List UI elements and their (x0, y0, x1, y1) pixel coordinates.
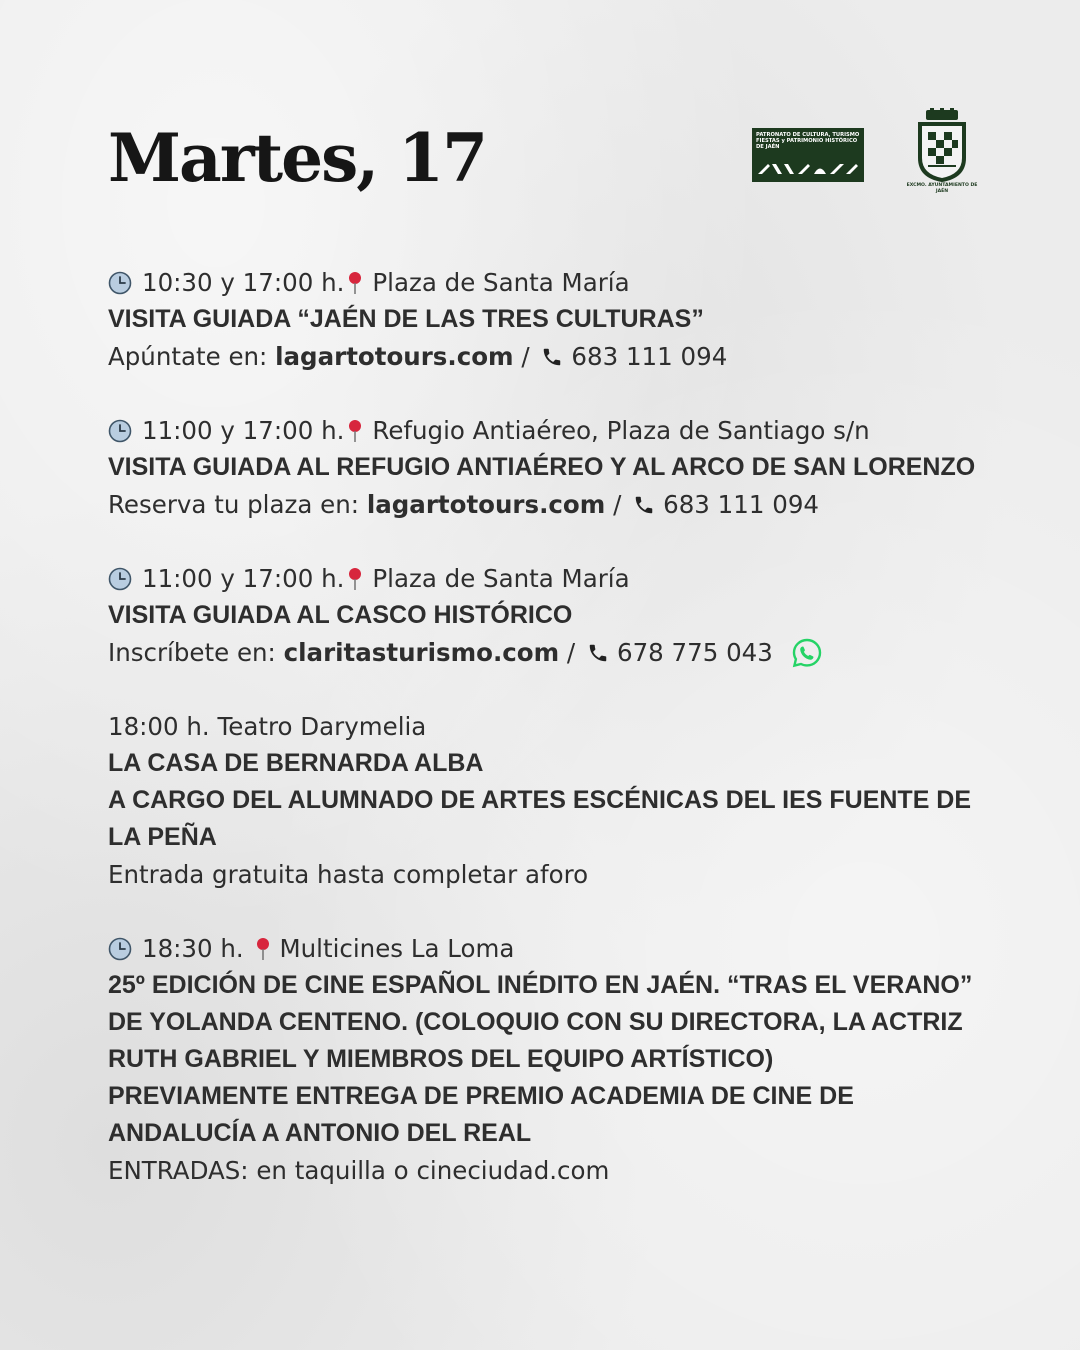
event-heading: VISITA GUIADA AL CASCO HISTÓRICO (108, 601, 573, 629)
info-separator: / (605, 490, 630, 519)
event-meta (108, 412, 988, 449)
pin-icon (254, 937, 272, 961)
event-heading: 25º EDICIÓN DE CINE ESPAÑOL INÉDITO EN JAÉN. “TRAS EL VERANO” DE YOLANDA CENTENO. (COLOQUIO CON SU DIRECTORA, LA ACTRIZ RUTH GABRIEL Y MIEMBROS DEL EQUIPO ARTÍSTICO) (108, 971, 973, 1073)
whatsapp-icon[interactable] (791, 637, 823, 669)
event-item (108, 412, 988, 523)
event-place: Plaza de Santa María (372, 564, 630, 593)
phone-icon (633, 494, 655, 516)
patronato-logo (752, 128, 864, 182)
event-meta (108, 560, 988, 597)
pin-icon (346, 567, 364, 591)
event-info: Entrada gratuita hasta completar aforo (108, 860, 589, 889)
page-title: Martes, 17 (108, 119, 487, 197)
event-item (108, 708, 988, 893)
event-time-place: 18:00 h. Teatro Darymelia (108, 712, 427, 741)
event-time: 10:30 y 17:00 h. (142, 268, 345, 297)
event-subheading: PREVIAMENTE ENTREGA DE PREMIO ACADEMIA DE CINE DE ANDALUCÍA A ANTONIO DEL REAL (108, 1082, 854, 1147)
event-place: Refugio Antiaéreo, Plaza de Santiago s/n (372, 416, 870, 445)
event-time: 11:00 y 17:00 h. (142, 564, 345, 593)
event-info (108, 486, 988, 523)
event-phone: 683 111 094 (571, 342, 728, 371)
ayuntamiento-crest (906, 108, 978, 200)
event-subheading: A CARGO DEL ALUMNADO DE ARTES ESCÉNICAS DEL IES FUENTE DE LA PEÑA (108, 786, 972, 851)
event-place: Multicines La Loma (279, 934, 515, 963)
info-prefix: Reserva tu plaza en: (108, 490, 367, 519)
event-place: Plaza de Santa María (372, 268, 630, 297)
clock-icon (108, 567, 132, 591)
event-heading: VISITA GUIADA “JAÉN DE LAS TRES CULTURAS” (108, 305, 704, 333)
event-meta (108, 264, 988, 301)
event-link[interactable]: claritasturismo.com (283, 638, 560, 667)
info-prefix: Apúntate en: (108, 342, 276, 371)
event-link[interactable]: lagartotours.com (366, 490, 606, 519)
clock-icon (108, 271, 132, 295)
crest-icon (912, 108, 972, 184)
info-separator: / (559, 638, 583, 667)
event-heading: LA CASA DE BERNARDA ALBA (108, 749, 484, 777)
event-item (108, 930, 988, 1189)
event-heading: VISITA GUIADA AL REFUGIO ANTIAÉREO Y AL ARCO DE SAN LORENZO (108, 453, 976, 481)
clock-icon (108, 937, 132, 961)
event-phone: 678 775 043 (616, 638, 773, 667)
events-list (108, 264, 988, 1226)
event-item (108, 264, 988, 375)
patronato-logo-text: PATRONATO DE CULTURA, TURISMO FIESTAS y PATRIMONIO HISTÓRICO DE JAÉN (756, 132, 860, 151)
event-info (108, 338, 988, 375)
patronato-logo-mark (756, 161, 860, 177)
event-item (108, 560, 988, 671)
info-prefix: Inscríbete en: (108, 638, 284, 667)
event-info (108, 634, 988, 671)
event-link[interactable]: lagartotours.com (275, 342, 514, 371)
pin-icon (346, 271, 364, 295)
event-info: ENTRADAS: en taquilla o cineciudad.com (108, 1156, 610, 1185)
crest-caption: EXCMO. AYUNTAMIENTO DE JAÉN (906, 183, 978, 194)
clock-icon (108, 419, 132, 443)
event-time: 11:00 y 17:00 h. (142, 416, 345, 445)
info-separator: / (513, 342, 538, 371)
event-phone: 683 111 094 (663, 490, 819, 519)
phone-icon (541, 346, 563, 368)
phone-icon (587, 642, 609, 664)
event-meta (108, 930, 988, 967)
event-time: 18:30 h. (142, 934, 244, 963)
pin-icon (346, 419, 364, 443)
